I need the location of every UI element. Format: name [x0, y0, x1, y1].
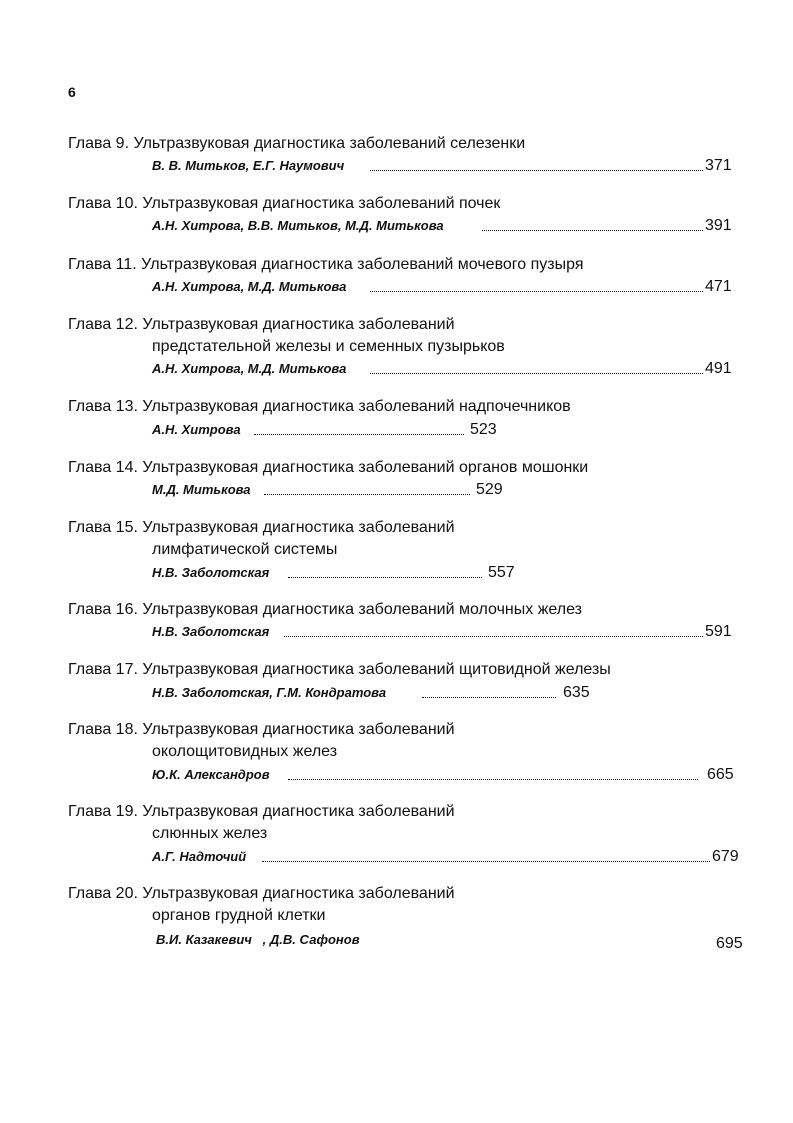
- chapter-number: Глава 11.: [68, 256, 137, 273]
- chapter-page: 391: [705, 217, 732, 234]
- chapter-title-line: Ультразвуковая диагностика заболеваний почек: [142, 195, 501, 212]
- dot-leader: [288, 779, 698, 780]
- chapter-title-line: Ультразвуковая диагностика заболеваний: [142, 519, 455, 536]
- chapter-heading: [68, 802, 455, 822]
- chapter-number: Глава 18.: [68, 721, 138, 738]
- chapter-page: 665: [707, 766, 734, 783]
- chapter-authors: А.Н. Хитрова, М.Д. Митькова: [152, 361, 347, 376]
- dot-leader: [284, 636, 703, 637]
- chapter-authors: Н.В. Заболотская: [152, 624, 270, 639]
- chapter-number: Глава 16.: [68, 601, 138, 618]
- chapter-page: 523: [470, 421, 497, 438]
- dot-leader: [422, 697, 556, 698]
- chapter-title-line: Ультразвуковая диагностика заболеваний органов мошонки: [142, 459, 589, 476]
- chapter-heading: [68, 720, 455, 740]
- chapter-number: Глава 17.: [68, 661, 138, 678]
- chapter-title-line: Ультразвуковая диагностика заболеваний: [142, 803, 455, 820]
- chapter-page: 591: [705, 623, 732, 640]
- dot-leader: [288, 577, 482, 578]
- chapter-heading: [68, 600, 582, 620]
- chapter-heading: [68, 884, 455, 904]
- chapter-number: Глава 19.: [68, 803, 138, 820]
- chapter-authors: В. В. Митьков, Е.Г. Наумович: [152, 158, 345, 173]
- chapter-heading: [68, 315, 455, 335]
- chapter-authors: А.Н. Хитрова, М.Д. Митькова: [152, 279, 347, 294]
- chapter-title-line: органов грудной клетки: [152, 907, 326, 924]
- chapter-title-line: Ультразвуковая диагностика заболеваний: [142, 316, 455, 333]
- chapter-page: 695: [716, 935, 743, 952]
- chapter-heading: [68, 134, 525, 154]
- chapter-heading: [68, 255, 584, 275]
- chapter-authors: А.Н. Хитрова: [152, 422, 241, 437]
- chapter-title-line: Ультразвуковая диагностика заболеваний: [142, 885, 455, 902]
- dot-leader: [370, 170, 703, 171]
- chapter-page: 371: [705, 157, 732, 174]
- dot-leader: [370, 373, 703, 374]
- chapter-number: Глава 13.: [68, 398, 138, 415]
- chapter-title-line: предстательной железы и семенных пузырьков: [152, 338, 505, 355]
- dot-leader: [254, 434, 464, 435]
- chapter-page: 471: [705, 278, 732, 295]
- chapter-number: Глава 10.: [68, 195, 138, 212]
- chapter-authors: А.Г. Надточий: [152, 849, 247, 864]
- chapter-authors: В.И. Казакевич , Д.В. Сафонов: [156, 932, 360, 947]
- chapter-title-line: лимфатической системы: [152, 541, 338, 558]
- chapter-number: Глава 9.: [68, 135, 130, 152]
- chapter-authors: М.Д. Митькова: [152, 482, 251, 497]
- chapter-title-line: Ультразвуковая диагностика заболеваний: [142, 721, 455, 738]
- chapter-title-line: слюнных желез: [152, 825, 268, 842]
- chapter-title-line: Ультразвуковая диагностика заболеваний щитовидной железы: [142, 661, 611, 678]
- chapter-page: 529: [476, 481, 503, 498]
- chapter-heading: [68, 458, 588, 478]
- chapter-number: Глава 14.: [68, 459, 138, 476]
- dot-leader: [370, 291, 703, 292]
- dot-leader: [482, 230, 703, 231]
- chapter-page: 679: [712, 848, 739, 865]
- chapter-authors: Ю.К. Александров: [152, 767, 270, 782]
- dot-leader: [264, 494, 470, 495]
- chapter-title-line: Ультразвуковая диагностика заболеваний молочных желез: [142, 601, 582, 618]
- chapter-heading: [68, 660, 611, 680]
- chapter-number: Глава 20.: [68, 885, 138, 902]
- chapter-number: Глава 12.: [68, 316, 138, 333]
- chapter-title-line: Ультразвуковая диагностика заболеваний надпочечников: [142, 398, 571, 415]
- chapter-title-line: Ультразвуковая диагностика заболеваний мочевого пузыря: [141, 256, 584, 273]
- dot-leader: [262, 861, 710, 862]
- chapter-page: 557: [488, 564, 515, 581]
- chapter-heading: [68, 194, 500, 214]
- chapter-heading: [68, 518, 455, 538]
- chapter-title-line: околощитовидных желез: [152, 743, 338, 760]
- chapter-authors: Н.В. Заболотская: [152, 565, 270, 580]
- chapter-heading: [68, 397, 571, 417]
- chapter-page: 635: [563, 684, 590, 701]
- chapter-authors: Н.В. Заболотская, Г.М. Кондратова: [152, 685, 387, 700]
- chapter-title-line: Ультразвуковая диагностика заболеваний селезенки: [133, 135, 526, 152]
- chapter-authors: А.Н. Хитрова, В.В. Митьков, М.Д. Митькова: [152, 218, 444, 233]
- page-number: 6: [68, 84, 76, 100]
- chapter-number: Глава 15.: [68, 519, 138, 536]
- chapter-page: 491: [705, 360, 732, 377]
